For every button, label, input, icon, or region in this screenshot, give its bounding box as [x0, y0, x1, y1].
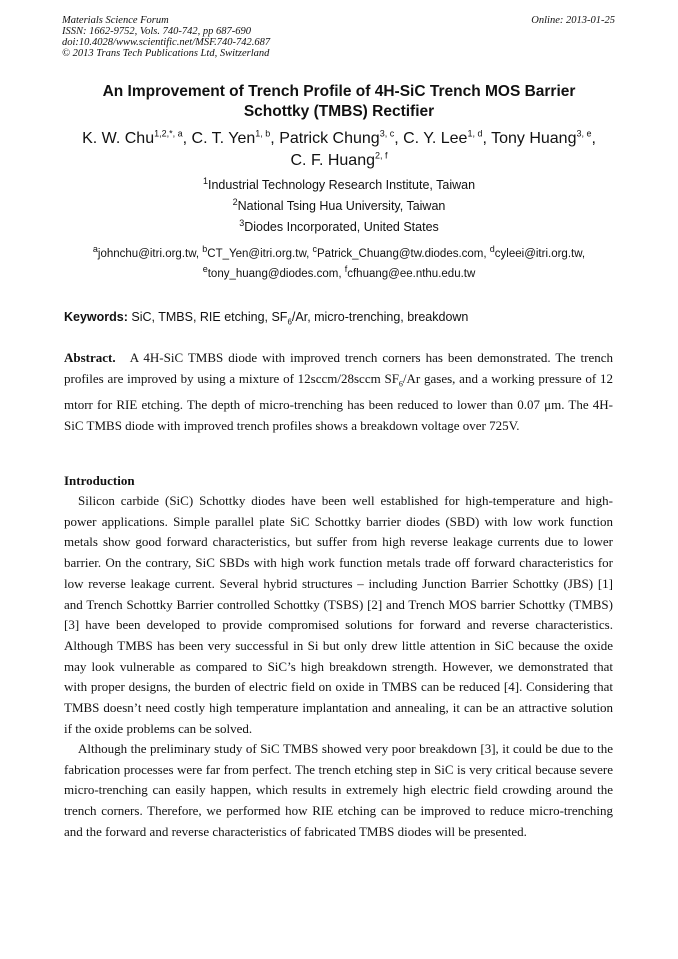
title-line-2: Schottky (TMBS) Rectifier	[243, 103, 435, 120]
author-sup: 1, b	[255, 128, 271, 139]
introduction-paragraph-1: Silicon carbide (SiC) Schottky diodes have been well established for high-temperature and high-power applications. Simple parallel plate SiC Schottky barrier diodes (SBD) with low work function metals show good forward characteristics, but suffer from high reverse leakage currents due to lower barrier. On the contrary, SiC SBDs with high work function metals trade off forward characteristics for low reverse leakage current. Several hybrid structures – including Junction Barrier Schottky (JBS) [1] and Trench Schottky Barrier controlled Schottky (TSBS) [2] and Trench MOS barrier Schottky (TMBS) [3] have been developed to provide compromised solutions for forward and reverse characteristics. Although TMBS has been very successful in Si but only drew little attention in SiC because the oxide may look vulnerable as compared to SiC’s high breakdown strength. However, we demonstrated that with proper designs, the burden of electric field on oxide in TMBS can be reduced [4]. Considering that TMBS doesn’t need costly high temperature implantation and annealing, it can be an attractive solution if the oxide problems can be solved.	[64, 493, 613, 736]
online-date: Online: 2013-01-25	[531, 15, 615, 26]
doi-line: doi:10.4028/www.scientific.net/MSF.740-742.687	[62, 37, 271, 48]
author-name: C. T. Yen	[191, 130, 256, 147]
keywords: Keywords: SiC, TMBS, RIE etching, $SF_6/Ar$, micro-trenching, breakdown	[64, 310, 469, 327]
author-sup: 3, c	[379, 128, 395, 139]
affiliation-2: $^2$National Tsing Hua University, Taiwan	[232, 196, 446, 213]
affiliation-1: $^1$Industrial Technology Research Institute, Taiwan	[202, 175, 476, 192]
paper-title	[60, 82, 618, 122]
email-link[interactable]: Patrick_Chuang@tw.diodes.com,	[317, 248, 490, 260]
author-sup: 3, e	[576, 128, 592, 139]
author-name: K. W. Chu	[82, 130, 155, 147]
email-link[interactable]: cfhuang@ee.nthu.edu.tw	[347, 268, 476, 280]
abstract-label: Abstract.	[64, 350, 116, 365]
author-sup: 1, d	[467, 128, 483, 139]
author-name: C. Y. Lee	[403, 130, 468, 147]
journal-name: Materials Science Forum	[62, 15, 169, 26]
email-link[interactable]: CT_Yen@itri.org.tw,	[207, 248, 313, 260]
author-sup: 1,2,*, a	[154, 128, 183, 139]
email-link[interactable]: johnchu@itri.org.tw,	[97, 248, 203, 260]
journal-header	[62, 15, 270, 59]
author-list: K. W. Chu$^{1,2,*, a}$, C. T. Yen$^{1, b}$, Patrick Chung$^{3, c}$, C. Y. Lee$^{1, d}$, Tony Huang$^{3, e}$, C. F. Huang$^{2, f}$	[82, 128, 596, 169]
keywords-label: Keywords:	[64, 310, 128, 324]
author-name: Tony Huang	[491, 130, 577, 147]
abstract: Abstract. A 4H-SiC TMBS diode with improved trench corners has been demonstrated. The trench profiles are improved by using a mixture of 12sccm/28sccm $SF_6/Ar$ gases, and a working pressure of 12 mtorr for RIE etching. The depth of micro-trenching has been reduced to lower than 0.07 μm. The 4H-SiC TMBS diode with improved trench profiles shows a breakdown voltage over 725V.	[64, 350, 617, 433]
email-list: $^a$johnchu@itri.org.tw, $^b$CT_Yen@itri.org.tw, $^c$Patrick_Chuang@tw.diodes.com, $^d$cyleei@itri.org.tw, $^e$tony_huang@diodes.com, $^f$cfhuang@ee.nthu.edu.tw	[92, 244, 586, 280]
author-name: C. F. Huang	[290, 152, 375, 169]
introduction-paragraph-2: Although the preliminary study of SiC TMBS showed very poor breakdown [3], it could be due to the fabrication processes were far from perfect. The trench etching step in SiC is very critical because severe micro-trenching can easily happen, which results in extremely high electric field crowding around the trench corners. Therefore, we performed how RIE etching can be improved to reduce micro-trenching and the forward and reverse characteristics of fabricated TMBS diodes will be presented.	[64, 741, 613, 839]
issn-line: ISSN: 1662-9752, Vols. 740-742, pp 687-690	[62, 26, 251, 37]
affiliation-3: $^3$Diodes Incorporated, United States	[239, 217, 439, 234]
copyright-line: © 2013 Trans Tech Publications Ltd, Switzerland	[62, 48, 270, 59]
email-link[interactable]: cyleei@itri.org.tw,	[494, 248, 586, 260]
author-name: Patrick Chung	[279, 130, 380, 147]
title-line-1: An Improvement of Trench Profile of 4H-SiC Trench MOS Barrier	[102, 83, 576, 100]
email-link[interactable]: tony_huang@diodes.com,	[207, 268, 345, 280]
author-sup: 2, f	[374, 150, 388, 161]
introduction-heading: Introduction	[64, 473, 135, 488]
